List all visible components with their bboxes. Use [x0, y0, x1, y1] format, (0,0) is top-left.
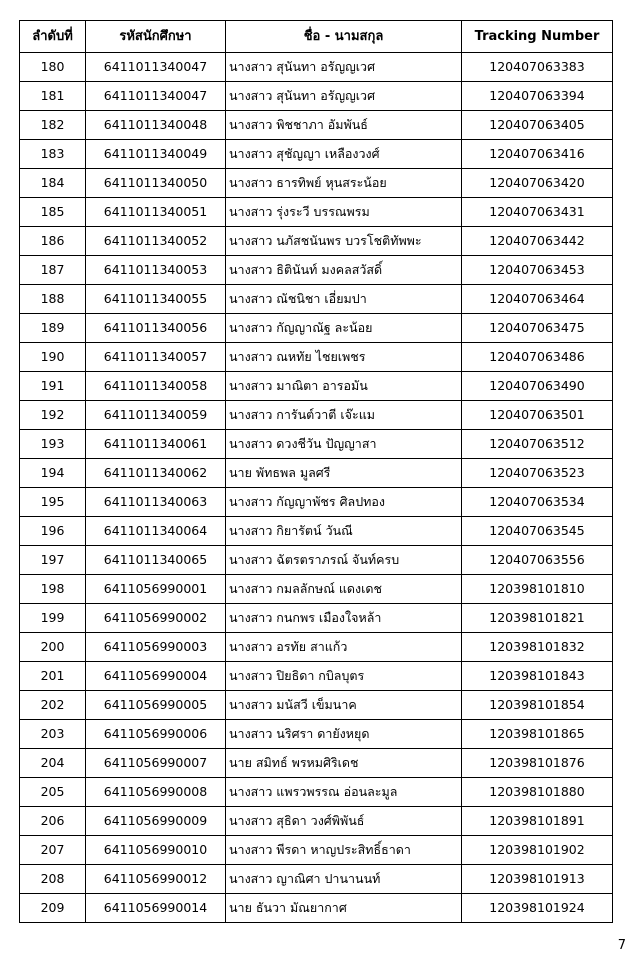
cell-student-id: 6411011340057	[86, 343, 226, 372]
cell-student-id: 6411011340059	[86, 401, 226, 430]
cell-full-name: นางสาว ธิตินันท์ มงคลสวัสดิ์	[226, 256, 462, 285]
cell-tracking-number: 120407063453	[462, 256, 613, 285]
cell-tracking-number: 120407063420	[462, 169, 613, 198]
cell-full-name: นางสาว สุนันทา อรัญญเวศ	[226, 82, 462, 111]
cell-order: 201	[20, 662, 86, 691]
cell-student-id: 6411011340065	[86, 546, 226, 575]
cell-student-id: 6411011340055	[86, 285, 226, 314]
cell-order: 189	[20, 314, 86, 343]
cell-tracking-number: 120407063545	[462, 517, 613, 546]
cell-tracking-number: 120407063442	[462, 227, 613, 256]
cell-tracking-number: 120407063501	[462, 401, 613, 430]
table-row	[20, 372, 613, 401]
table-row	[20, 256, 613, 285]
cell-tracking-number: 120407063512	[462, 430, 613, 459]
table-row	[20, 401, 613, 430]
cell-tracking-number: 120407063383	[462, 53, 613, 82]
cell-full-name: นางสาว กัญญาพัชร ศิลปทอง	[226, 488, 462, 517]
tracking-table	[19, 20, 613, 923]
page-number: 7	[617, 938, 626, 953]
table-row	[20, 807, 613, 836]
cell-tracking-number: 120398101913	[462, 865, 613, 894]
cell-tracking-number: 120407063405	[462, 111, 613, 140]
cell-tracking-number: 120398101865	[462, 720, 613, 749]
cell-order: 193	[20, 430, 86, 459]
cell-order: 205	[20, 778, 86, 807]
cell-student-id: 6411011340049	[86, 140, 226, 169]
cell-order: 181	[20, 82, 86, 111]
cell-full-name: นาย สมิทธ์ พรหมศิริเดช	[226, 749, 462, 778]
cell-order: 198	[20, 575, 86, 604]
header-student-id: รหัสนักศึกษา	[86, 21, 226, 53]
cell-order: 196	[20, 517, 86, 546]
table-row	[20, 894, 613, 923]
cell-order: 194	[20, 459, 86, 488]
cell-full-name: นางสาว กิยารัตน์ วันณี	[226, 517, 462, 546]
cell-full-name: นางสาว แพรวพรรณ อ่อนละมูล	[226, 778, 462, 807]
cell-full-name: นาย ธันวา มัณยากาศ	[226, 894, 462, 923]
cell-student-id: 6411056990014	[86, 894, 226, 923]
cell-full-name: นางสาว สุนันทา อรัญญเวศ	[226, 53, 462, 82]
cell-tracking-number: 120398101810	[462, 575, 613, 604]
cell-student-id: 6411011340058	[86, 372, 226, 401]
table-row	[20, 140, 613, 169]
cell-order: 197	[20, 546, 86, 575]
cell-order: 192	[20, 401, 86, 430]
cell-full-name: นางสาว การันต์วาตี เจ๊ะแม	[226, 401, 462, 430]
cell-tracking-number: 120398101821	[462, 604, 613, 633]
cell-order: 187	[20, 256, 86, 285]
header-tracking-number: Tracking Number	[462, 21, 613, 53]
cell-tracking-number: 120407063534	[462, 488, 613, 517]
table-row	[20, 314, 613, 343]
cell-student-id: 6411011340063	[86, 488, 226, 517]
cell-tracking-number: 120407063394	[462, 82, 613, 111]
header-order: ลำดับที่	[20, 21, 86, 53]
cell-full-name: นางสาว พิชชาภา อัมพันธ์	[226, 111, 462, 140]
cell-full-name: นาย พัทธพล มูลศรี	[226, 459, 462, 488]
table-row	[20, 53, 613, 82]
cell-student-id: 6411011340056	[86, 314, 226, 343]
cell-student-id: 6411056990003	[86, 633, 226, 662]
cell-full-name: นางสาว นภัสชนันพร บวรโชติทัพพะ	[226, 227, 462, 256]
cell-tracking-number: 120407063431	[462, 198, 613, 227]
cell-order: 191	[20, 372, 86, 401]
table-row	[20, 633, 613, 662]
cell-student-id: 6411011340051	[86, 198, 226, 227]
cell-full-name: นางสาว ฉัตรตราภรณ์ จันท์ครบ	[226, 546, 462, 575]
table-row	[20, 691, 613, 720]
cell-order: 180	[20, 53, 86, 82]
cell-order: 208	[20, 865, 86, 894]
cell-student-id: 6411056990002	[86, 604, 226, 633]
cell-tracking-number: 120398101876	[462, 749, 613, 778]
cell-order: 185	[20, 198, 86, 227]
cell-full-name: นางสาว มาณิตา อารอมัน	[226, 372, 462, 401]
cell-student-id: 6411011340050	[86, 169, 226, 198]
cell-order: 195	[20, 488, 86, 517]
table-row	[20, 82, 613, 111]
table-row	[20, 662, 613, 691]
cell-order: 190	[20, 343, 86, 372]
cell-order: 202	[20, 691, 86, 720]
header-full-name: ชื่อ - นามสกุล	[226, 21, 462, 53]
cell-full-name: นางสาว นริศรา ดายังหยุด	[226, 720, 462, 749]
cell-student-id: 6411056990010	[86, 836, 226, 865]
cell-order: 200	[20, 633, 86, 662]
cell-tracking-number: 120407063486	[462, 343, 613, 372]
cell-full-name: นางสาว อรทัย สาแก้ว	[226, 633, 462, 662]
table-row	[20, 778, 613, 807]
table-row	[20, 488, 613, 517]
cell-order: 204	[20, 749, 86, 778]
cell-order: 188	[20, 285, 86, 314]
cell-tracking-number: 120407063490	[462, 372, 613, 401]
cell-full-name: นางสาว สุชัญญา เหลืองวงศ์	[226, 140, 462, 169]
table-row	[20, 169, 613, 198]
cell-student-id: 6411056990006	[86, 720, 226, 749]
table-row	[20, 575, 613, 604]
cell-full-name: นางสาว ณัชนิชา เอี่ยมปา	[226, 285, 462, 314]
cell-order: 207	[20, 836, 86, 865]
cell-full-name: นางสาว รุ่งระวี บรรณพรม	[226, 198, 462, 227]
table-row	[20, 343, 613, 372]
cell-tracking-number: 120407063523	[462, 459, 613, 488]
cell-student-id: 6411011340062	[86, 459, 226, 488]
cell-student-id: 6411011340053	[86, 256, 226, 285]
table-row	[20, 285, 613, 314]
cell-order: 209	[20, 894, 86, 923]
cell-tracking-number: 120398101832	[462, 633, 613, 662]
table-row	[20, 198, 613, 227]
table-row	[20, 111, 613, 140]
cell-full-name: นางสาว ดวงชีวัน ปัญญาสา	[226, 430, 462, 459]
table-row	[20, 546, 613, 575]
cell-student-id: 6411056990012	[86, 865, 226, 894]
cell-student-id: 6411011340048	[86, 111, 226, 140]
cell-student-id: 6411056990008	[86, 778, 226, 807]
cell-student-id: 6411056990007	[86, 749, 226, 778]
cell-order: 182	[20, 111, 86, 140]
cell-tracking-number: 120398101902	[462, 836, 613, 865]
cell-student-id: 6411056990001	[86, 575, 226, 604]
table-row	[20, 430, 613, 459]
cell-tracking-number: 120398101924	[462, 894, 613, 923]
table-row	[20, 720, 613, 749]
table-row	[20, 749, 613, 778]
cell-full-name: นางสาว ญาณิศา ปานานนท์	[226, 865, 462, 894]
cell-order: 203	[20, 720, 86, 749]
cell-student-id: 6411056990004	[86, 662, 226, 691]
table-row	[20, 604, 613, 633]
table-row	[20, 865, 613, 894]
cell-full-name: นางสาว กมลลักษณ์ แดงเดช	[226, 575, 462, 604]
cell-full-name: นางสาว ปิยธิดา กบิลบุตร	[226, 662, 462, 691]
table-row	[20, 459, 613, 488]
cell-student-id: 6411056990005	[86, 691, 226, 720]
cell-full-name: นางสาว สุธิดา วงศ์พิพันธ์	[226, 807, 462, 836]
cell-tracking-number: 120407063475	[462, 314, 613, 343]
cell-student-id: 6411011340047	[86, 82, 226, 111]
cell-student-id: 6411056990009	[86, 807, 226, 836]
cell-full-name: นางสาว กัญญาณัฐ ละน้อย	[226, 314, 462, 343]
cell-tracking-number: 120407063464	[462, 285, 613, 314]
cell-full-name: นางสาว กนกพร เมืองใจหล้า	[226, 604, 462, 633]
cell-tracking-number: 120398101843	[462, 662, 613, 691]
cell-student-id: 6411011340052	[86, 227, 226, 256]
table-row	[20, 517, 613, 546]
cell-order: 186	[20, 227, 86, 256]
document-sheet	[19, 20, 612, 923]
cell-student-id: 6411011340061	[86, 430, 226, 459]
cell-full-name: นางสาว ณหทัย ไชยเพชร	[226, 343, 462, 372]
table-row	[20, 836, 613, 865]
cell-tracking-number: 120398101880	[462, 778, 613, 807]
cell-tracking-number: 120398101854	[462, 691, 613, 720]
table-row	[20, 227, 613, 256]
cell-full-name: นางสาว พีรดา หาญประสิทธิ์ธาดา	[226, 836, 462, 865]
cell-order: 206	[20, 807, 86, 836]
header-row	[20, 21, 613, 53]
cell-order: 184	[20, 169, 86, 198]
cell-order: 183	[20, 140, 86, 169]
cell-full-name: นางสาว ธารทิพย์ หุนสระน้อย	[226, 169, 462, 198]
cell-order: 199	[20, 604, 86, 633]
cell-student-id: 6411011340064	[86, 517, 226, 546]
cell-full-name: นางสาว มนัสวี เข็มนาค	[226, 691, 462, 720]
cell-tracking-number: 120407063556	[462, 546, 613, 575]
cell-tracking-number: 120407063416	[462, 140, 613, 169]
cell-student-id: 6411011340047	[86, 53, 226, 82]
cell-tracking-number: 120398101891	[462, 807, 613, 836]
